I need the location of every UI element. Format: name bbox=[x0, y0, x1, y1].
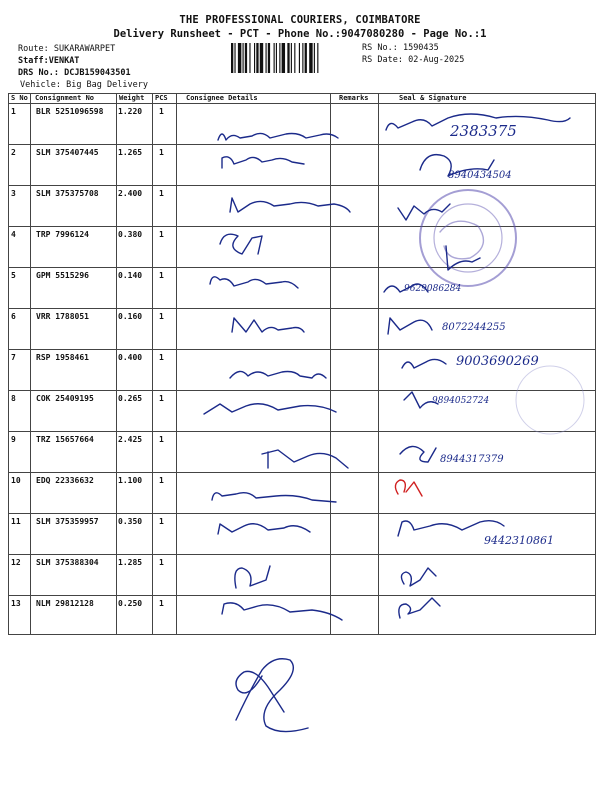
driver-signature bbox=[236, 659, 308, 732]
route-label: Route: bbox=[18, 44, 49, 54]
row-rule bbox=[8, 144, 596, 145]
table-bottom-rule bbox=[8, 634, 596, 635]
barcode-bar bbox=[249, 43, 250, 73]
barcode-bar bbox=[314, 43, 315, 73]
barcode-bar bbox=[260, 43, 263, 73]
row-rule bbox=[8, 595, 596, 596]
staff-value: VENKAT bbox=[48, 56, 80, 66]
cell-consignment: TRP 7996124 bbox=[36, 230, 89, 239]
header-weight: Weight bbox=[119, 94, 145, 102]
cell-pcs: 1 bbox=[159, 558, 164, 567]
phone-handwriting-6: 9894052724 bbox=[432, 396, 490, 406]
cell-pcs: 1 bbox=[159, 353, 164, 362]
barcode-bar bbox=[305, 43, 307, 73]
row-rule bbox=[8, 226, 596, 227]
header-consignee: Consignee Details bbox=[186, 94, 258, 102]
cell-sno: 3 bbox=[11, 189, 16, 198]
cell-sno: 6 bbox=[11, 312, 16, 321]
cell-pcs: 1 bbox=[159, 148, 164, 157]
cell-weight: 0.350 bbox=[118, 517, 143, 526]
barcode-bar bbox=[243, 43, 244, 73]
barcode-bar bbox=[294, 43, 295, 73]
row-rule bbox=[8, 349, 596, 350]
vehicle-label: Vehicle: bbox=[20, 80, 61, 90]
phone-handwriting-3: 9629086284 bbox=[404, 284, 462, 294]
cell-consignment: RSP 1958461 bbox=[36, 353, 89, 362]
cell-sno: 5 bbox=[11, 271, 16, 280]
barcode-bar bbox=[274, 43, 275, 73]
rs-no-value: 1590435 bbox=[402, 43, 439, 53]
phone-handwriting-7: 8944317379 bbox=[440, 454, 504, 465]
cell-pcs: 1 bbox=[159, 271, 164, 280]
drs-value: DCJB159043501 bbox=[64, 68, 131, 78]
cell-weight: 1.100 bbox=[118, 476, 143, 485]
table-top-rule bbox=[8, 93, 596, 94]
cell-consignment: COK 25409195 bbox=[36, 394, 94, 403]
header-bottom-rule bbox=[8, 103, 596, 104]
cell-weight: 1.220 bbox=[118, 107, 143, 116]
row-rule bbox=[8, 513, 596, 514]
rs-date-line bbox=[362, 55, 464, 65]
cell-sno: 12 bbox=[11, 558, 21, 567]
phone-handwriting-5: 9003690269 bbox=[456, 354, 539, 369]
delivery-table bbox=[8, 93, 596, 635]
cell-pcs: 1 bbox=[159, 435, 164, 444]
cell-weight: 1.265 bbox=[118, 148, 143, 157]
cell-weight: 0.160 bbox=[118, 312, 143, 321]
row-rule bbox=[8, 472, 596, 473]
cell-consignment: SLM 375375708 bbox=[36, 189, 99, 198]
cell-sno: 8 bbox=[11, 394, 16, 403]
cell-weight: 0.380 bbox=[118, 230, 143, 239]
cell-consignment: TRZ 15657664 bbox=[36, 435, 94, 444]
cell-weight: 1.285 bbox=[118, 558, 143, 567]
header-pcs: PCS bbox=[155, 94, 168, 102]
row-rule bbox=[8, 267, 596, 268]
cell-consignment: EDQ 22336632 bbox=[36, 476, 94, 485]
drs-line bbox=[18, 68, 131, 79]
barcode-bar bbox=[317, 43, 318, 73]
cell-weight: 0.265 bbox=[118, 394, 143, 403]
barcode-bar bbox=[282, 43, 285, 73]
row-rule bbox=[8, 431, 596, 432]
cell-sno: 9 bbox=[11, 435, 16, 444]
staff-line bbox=[18, 56, 79, 67]
barcode-bar bbox=[234, 43, 235, 73]
cell-pcs: 1 bbox=[159, 476, 164, 485]
row-rule bbox=[8, 390, 596, 391]
cell-sno: 13 bbox=[11, 599, 21, 608]
row-rule bbox=[8, 308, 596, 309]
cell-consignment: VRR 1788051 bbox=[36, 312, 89, 321]
cell-weight: 2.400 bbox=[118, 189, 143, 198]
header-seal: Seal & Signature bbox=[399, 94, 467, 102]
barcode-bar bbox=[302, 43, 303, 73]
barcode-bar bbox=[268, 43, 270, 73]
barcode bbox=[231, 43, 357, 73]
phone-handwriting-2: 8940434504 bbox=[448, 170, 512, 181]
cell-pcs: 1 bbox=[159, 230, 164, 239]
cell-consignment: BLR 5251096598 bbox=[36, 107, 104, 116]
cell-weight: 0.250 bbox=[118, 599, 143, 608]
barcode-bar bbox=[299, 43, 300, 73]
barcode-bar bbox=[309, 43, 312, 73]
header-sno: S No bbox=[11, 94, 28, 102]
barcode-bar bbox=[287, 43, 289, 73]
cell-sno: 10 bbox=[11, 476, 21, 485]
rs-no-line bbox=[362, 43, 439, 53]
barcode-bar bbox=[266, 43, 267, 73]
header-consignment: Consignment No bbox=[35, 94, 95, 102]
cell-consignment: GPM 5515296 bbox=[36, 271, 89, 280]
header-remarks: Remarks bbox=[339, 94, 369, 102]
cell-pcs: 1 bbox=[159, 517, 164, 526]
cell-consignment: SLM 375388304 bbox=[36, 558, 99, 567]
cell-pcs: 1 bbox=[159, 107, 164, 116]
drs-label: DRS No.: bbox=[18, 68, 59, 78]
vehicle-line bbox=[20, 80, 148, 91]
barcode-bar bbox=[238, 43, 241, 73]
cell-weight: 2.425 bbox=[118, 435, 143, 444]
barcode-bar bbox=[245, 43, 247, 73]
row-rule bbox=[8, 554, 596, 555]
cell-pcs: 1 bbox=[159, 312, 164, 321]
route-value: SUKARAWARPET bbox=[53, 44, 116, 54]
vehicle-value: Big Bag Delivery bbox=[66, 80, 148, 90]
barcode-bar bbox=[279, 43, 280, 73]
cell-pcs: 1 bbox=[159, 599, 164, 608]
phone-handwriting-1: 2383375 bbox=[450, 122, 517, 140]
phone-handwriting-4: 8072244255 bbox=[442, 322, 506, 333]
route-line bbox=[18, 44, 115, 55]
cell-consignment: NLM 29812128 bbox=[36, 599, 94, 608]
cell-consignment: SLM 375407445 bbox=[36, 148, 99, 157]
phone-handwriting-8: 9442310861 bbox=[484, 534, 554, 547]
rs-no-label: RS No.: bbox=[362, 43, 398, 53]
barcode-bar bbox=[276, 43, 277, 73]
staff-label: Staff: bbox=[18, 56, 49, 66]
cell-sno: 7 bbox=[11, 353, 16, 362]
cell-consignment: SLM 375359957 bbox=[36, 517, 99, 526]
cell-sno: 11 bbox=[11, 517, 21, 526]
cell-weight: 0.140 bbox=[118, 271, 143, 280]
cell-weight: 0.400 bbox=[118, 353, 143, 362]
runsheet-subtitle: Delivery Runsheet - PCT - Phone No.:9047080280 - Page No.:1 bbox=[113, 28, 487, 40]
cell-sno: 2 bbox=[11, 148, 16, 157]
barcode-bar bbox=[291, 43, 292, 73]
cell-sno: 1 bbox=[11, 107, 16, 116]
cell-sno: 4 bbox=[11, 230, 16, 239]
cell-pcs: 1 bbox=[159, 394, 164, 403]
barcode-bar bbox=[254, 43, 255, 73]
company-title: THE PROFESSIONAL COURIERS, COIMBATORE bbox=[179, 14, 421, 26]
cell-pcs: 1 bbox=[159, 189, 164, 198]
row-rule bbox=[8, 185, 596, 186]
barcode-bar bbox=[231, 43, 233, 73]
rs-date-label: RS Date: bbox=[362, 55, 403, 65]
barcode-bar bbox=[256, 43, 258, 73]
rs-date-value: 02-Aug-2025 bbox=[408, 55, 465, 65]
